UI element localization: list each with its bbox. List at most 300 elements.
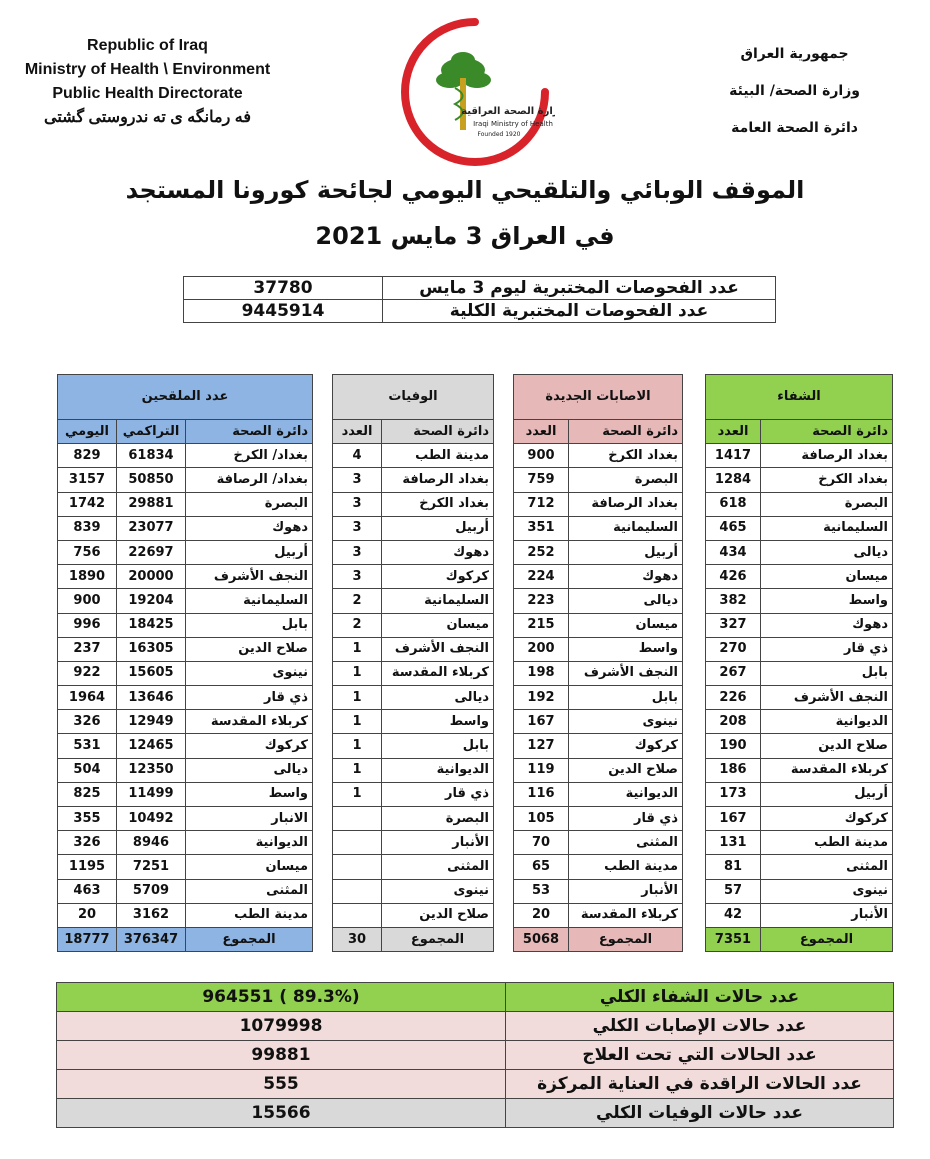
deaths-title: الوفيات [333, 375, 494, 420]
directorate-cell: ديالى [569, 589, 683, 613]
table-row [58, 565, 313, 589]
table-row [514, 831, 683, 855]
directorate-cell: السليمانية [186, 589, 313, 613]
cumulative-cell: 23077 [117, 516, 186, 540]
cumulative-cell: 61834 [117, 444, 186, 468]
table-row [706, 444, 893, 468]
count-cell: 226 [706, 686, 761, 710]
table-row [58, 637, 313, 661]
table-row [58, 831, 313, 855]
directorate-cell: كركوك [761, 807, 893, 831]
directorate-cell: بابل [382, 734, 494, 758]
directorate-cell: مدينة الطب [382, 444, 494, 468]
daily-cell: 1890 [58, 565, 117, 589]
table-row [333, 468, 494, 492]
page-subtitle: في العراق 3 مايس 2021 [315, 222, 615, 250]
table-row [706, 831, 893, 855]
directorate-cell: كربلاء المقدسة [761, 758, 893, 782]
table-row [58, 468, 313, 492]
daily-cell: 839 [58, 516, 117, 540]
directorate-cell: أربيل [569, 540, 683, 564]
table-row [706, 565, 893, 589]
directorate-cell: المثنى [186, 879, 313, 903]
daily-cell: 900 [58, 589, 117, 613]
header-english [10, 34, 285, 130]
count-cell: 900 [514, 444, 569, 468]
directorate-cell: نينوى [761, 879, 893, 903]
count-cell: 57 [706, 879, 761, 903]
count-cell: 3 [333, 492, 382, 516]
daily-cell: 829 [58, 444, 117, 468]
count-cell: 426 [706, 565, 761, 589]
table-row [706, 758, 893, 782]
count-cell: 42 [706, 903, 761, 927]
page-title: الموقف الوبائي والتلقيحي اليومي لجائحة كورونا المستجد [125, 176, 805, 204]
directorate-cell: كربلاء المقدسة [569, 903, 683, 927]
count-cell: 4 [333, 444, 382, 468]
daily-cell: 3157 [58, 468, 117, 492]
total-label: المجموع [569, 927, 683, 951]
summary-value: 964551 ( 89.3%) [57, 983, 506, 1012]
table-row [333, 710, 494, 734]
col-cumulative: التراكمي [117, 420, 186, 444]
directorate-cell: السليمانية [382, 589, 494, 613]
directorate-cell: الديوانية [186, 831, 313, 855]
cases-total: 5068 [514, 927, 569, 951]
cumulative-cell: 12465 [117, 734, 186, 758]
summary-value: 555 [57, 1070, 506, 1099]
count-cell [333, 903, 382, 927]
count-cell: 65 [514, 855, 569, 879]
directorate-cell: البصرة [761, 492, 893, 516]
table-row [58, 492, 313, 516]
table-row [333, 516, 494, 540]
count-cell: 1 [333, 710, 382, 734]
table-row [333, 540, 494, 564]
daily-cell: 504 [58, 758, 117, 782]
table-row [58, 516, 313, 540]
table-row [58, 879, 313, 903]
directorate-cell: ديالى [761, 540, 893, 564]
directorate-cell: كربلاء المقدسة [382, 661, 494, 685]
directorate-cell: البصرة [569, 468, 683, 492]
table-row [58, 734, 313, 758]
count-cell: 267 [706, 661, 761, 685]
daily-tests-label: عدد الفحوصات المختبرية ليوم 3 مايس [383, 277, 776, 300]
count-cell: 270 [706, 637, 761, 661]
count-cell: 105 [514, 807, 569, 831]
count-cell: 173 [706, 782, 761, 806]
logo-english-text: Iraqi Ministry of Health [473, 120, 553, 128]
recovery-table [705, 374, 893, 952]
directorate-cell: ذي قار [569, 807, 683, 831]
directorate-cell: أربيل [761, 782, 893, 806]
cumulative-cell: 5709 [117, 879, 186, 903]
deaths-total: 30 [333, 927, 382, 951]
vaccinated-total-cum: 376347 [117, 927, 186, 951]
directorate-cell: واسط [761, 589, 893, 613]
table-row [514, 444, 683, 468]
directorate-cell: نينوى [382, 879, 494, 903]
table-row [514, 613, 683, 637]
table-row [706, 540, 893, 564]
count-cell: 1 [333, 734, 382, 758]
cases-title: الاصابات الجديدة [514, 375, 683, 420]
count-cell: 198 [514, 661, 569, 685]
table-row [706, 855, 893, 879]
cumulative-cell: 16305 [117, 637, 186, 661]
new-cases-table [513, 374, 683, 952]
directorate-cell: أربيل [382, 516, 494, 540]
directorate-cell: واسط [569, 637, 683, 661]
cumulative-cell: 19204 [117, 589, 186, 613]
table-row [333, 589, 494, 613]
table-row [514, 782, 683, 806]
count-cell [333, 807, 382, 831]
table-row [514, 540, 683, 564]
table-row [333, 492, 494, 516]
directorate-cell: النجف الأشرف [569, 661, 683, 685]
count-cell: 190 [706, 734, 761, 758]
directorate-cell: الانبار [186, 807, 313, 831]
cumulative-cell: 10492 [117, 807, 186, 831]
table-row [333, 807, 494, 831]
count-cell: 1 [333, 686, 382, 710]
count-cell: 1 [333, 661, 382, 685]
directorate-cell: بابل [186, 613, 313, 637]
count-cell: 351 [514, 516, 569, 540]
count-cell [333, 831, 382, 855]
count-cell: 3 [333, 516, 382, 540]
table-row [58, 589, 313, 613]
daily-cell: 1742 [58, 492, 117, 516]
table-row [58, 903, 313, 927]
daily-cell: 463 [58, 879, 117, 903]
daily-cell: 922 [58, 661, 117, 685]
count-cell [333, 879, 382, 903]
table-row [706, 782, 893, 806]
cumulative-cell: 12949 [117, 710, 186, 734]
directorate-cell: أربيل [186, 540, 313, 564]
header-kurdish-line: فه رمانگه ى ته ندروستى گشتى [44, 109, 251, 126]
directorate-cell: السليمانية [761, 516, 893, 540]
count-cell: 327 [706, 613, 761, 637]
header-en-line: Ministry of Health \ Environment [24, 61, 271, 78]
tests-table [183, 276, 776, 323]
daily-cell: 756 [58, 540, 117, 564]
table-row [706, 637, 893, 661]
count-cell: 1417 [706, 444, 761, 468]
ministry-logo [395, 18, 555, 166]
directorate-cell: بغداد الرصافة [569, 492, 683, 516]
directorate-cell: البصرة [186, 492, 313, 516]
cumulative-cell: 8946 [117, 831, 186, 855]
cumulative-cell: 29881 [117, 492, 186, 516]
directorate-cell: صلاح الدين [382, 903, 494, 927]
table-row [514, 686, 683, 710]
count-cell: 2 [333, 613, 382, 637]
count-cell: 3 [333, 468, 382, 492]
logo-arabic-text: وزارة الصحة العراقية [461, 106, 555, 117]
table-row [706, 710, 893, 734]
table-row [706, 468, 893, 492]
directorate-cell: المثنى [382, 855, 494, 879]
table-row [514, 661, 683, 685]
count-cell: 3 [333, 540, 382, 564]
vaccinated-total-daily: 18777 [58, 927, 117, 951]
table-row [58, 758, 313, 782]
col-directorate: دائرة الصحة [382, 420, 494, 444]
table-row [514, 516, 683, 540]
directorate-cell: ميسان [186, 855, 313, 879]
table-row [514, 879, 683, 903]
count-cell: 618 [706, 492, 761, 516]
recovery-total: 7351 [706, 927, 761, 951]
directorate-cell: ميسان [761, 565, 893, 589]
table-row [333, 444, 494, 468]
directorate-cell: مدينة الطب [569, 855, 683, 879]
directorate-cell: ذي قار [382, 782, 494, 806]
count-cell: 382 [706, 589, 761, 613]
count-cell: 465 [706, 516, 761, 540]
directorate-cell: ذي قار [761, 637, 893, 661]
summary-row [57, 1070, 894, 1099]
table-row [58, 540, 313, 564]
directorate-cell: ميسان [569, 613, 683, 637]
table-row [514, 565, 683, 589]
count-cell: 759 [514, 468, 569, 492]
count-cell: 119 [514, 758, 569, 782]
table-row [333, 903, 494, 927]
count-cell: 53 [514, 879, 569, 903]
directorate-cell: المثنى [569, 831, 683, 855]
directorate-cell: السليمانية [569, 516, 683, 540]
count-cell: 167 [514, 710, 569, 734]
directorate-cell: البصرة [382, 807, 494, 831]
table-row [333, 661, 494, 685]
table-row [514, 468, 683, 492]
summary-value: 15566 [57, 1099, 506, 1128]
table-row [706, 613, 893, 637]
daily-cell: 1195 [58, 855, 117, 879]
table-row [706, 686, 893, 710]
count-cell: 2 [333, 589, 382, 613]
logo-founded-text: Founded 1920 [477, 131, 521, 138]
col-count: العدد [706, 420, 761, 444]
directorate-cell: نينوى [569, 710, 683, 734]
table-row [514, 492, 683, 516]
summary-row [57, 983, 894, 1012]
directorate-cell: مدينة الطب [186, 903, 313, 927]
table-row [58, 444, 313, 468]
header-ar-line: دائرة الصحة العامة [731, 120, 858, 136]
table-row [514, 807, 683, 831]
directorate-cell: كركوك [382, 565, 494, 589]
header-arabic [729, 36, 860, 147]
count-cell: 434 [706, 540, 761, 564]
summary-label: عدد حالات الوفيات الكلي [506, 1099, 894, 1128]
table-row [58, 686, 313, 710]
table-row [706, 807, 893, 831]
header-en-line: Republic of Iraq [87, 37, 208, 54]
summary-value: 99881 [57, 1041, 506, 1070]
directorate-cell: نينوى [186, 661, 313, 685]
deaths-table [332, 374, 494, 952]
count-cell: 200 [514, 637, 569, 661]
table-row [58, 855, 313, 879]
count-cell: 215 [514, 613, 569, 637]
directorate-cell: بابل [569, 686, 683, 710]
cumulative-cell: 18425 [117, 613, 186, 637]
count-cell: 127 [514, 734, 569, 758]
summary-value: 1079998 [57, 1012, 506, 1041]
table-row [58, 710, 313, 734]
count-cell: 1284 [706, 468, 761, 492]
directorate-cell: دهوك [569, 565, 683, 589]
count-cell: 712 [514, 492, 569, 516]
col-directorate: دائرة الصحة [186, 420, 313, 444]
count-cell: 116 [514, 782, 569, 806]
directorate-cell: واسط [186, 782, 313, 806]
table-row [514, 710, 683, 734]
table-row [706, 492, 893, 516]
directorate-cell: واسط [382, 710, 494, 734]
directorate-cell: ميسان [382, 613, 494, 637]
directorate-cell: الأنبار [569, 879, 683, 903]
directorate-cell: الديوانية [382, 758, 494, 782]
count-cell: 81 [706, 855, 761, 879]
recovery-title: الشفاء [706, 375, 893, 420]
count-cell: 167 [706, 807, 761, 831]
directorate-cell: الأنبار [761, 903, 893, 927]
directorate-cell: ديالى [186, 758, 313, 782]
daily-cell: 326 [58, 831, 117, 855]
directorate-cell: دهوك [382, 540, 494, 564]
summary-label: عدد الحالات الراقدة في العناية المركزة [506, 1070, 894, 1099]
table-row [514, 903, 683, 927]
summary-table [56, 982, 894, 1128]
header-en-line: Public Health Directorate [52, 85, 243, 102]
daily-cell: 237 [58, 637, 117, 661]
count-cell: 192 [514, 686, 569, 710]
summary-row [57, 1012, 894, 1041]
directorate-cell: كركوك [186, 734, 313, 758]
table-row [706, 661, 893, 685]
directorate-cell: الديوانية [761, 710, 893, 734]
table-row [514, 758, 683, 782]
count-cell [333, 855, 382, 879]
count-cell: 1 [333, 758, 382, 782]
count-cell: 131 [706, 831, 761, 855]
daily-cell: 1964 [58, 686, 117, 710]
table-row [514, 589, 683, 613]
table-row [333, 637, 494, 661]
col-daily: اليومي [58, 420, 117, 444]
summary-label: عدد الحالات التي تحت العلاج [506, 1041, 894, 1070]
table-row [58, 782, 313, 806]
table-row [333, 565, 494, 589]
count-cell: 252 [514, 540, 569, 564]
vaccinated-table [57, 374, 313, 952]
col-count: العدد [514, 420, 569, 444]
table-row [333, 758, 494, 782]
table-row [58, 613, 313, 637]
col-directorate: دائرة الصحة [569, 420, 683, 444]
count-cell: 70 [514, 831, 569, 855]
directorate-cell: بغداد الرصافة [382, 468, 494, 492]
table-row [706, 516, 893, 540]
table-row [333, 613, 494, 637]
count-cell: 20 [514, 903, 569, 927]
daily-cell: 20 [58, 903, 117, 927]
total-label: المجموع [382, 927, 494, 951]
directorate-cell: صلاح الدين [569, 758, 683, 782]
directorate-cell: ديالى [382, 686, 494, 710]
directorate-cell: دهوك [761, 613, 893, 637]
directorate-cell: صلاح الدين [761, 734, 893, 758]
count-cell: 223 [514, 589, 569, 613]
directorate-cell: كربلاء المقدسة [186, 710, 313, 734]
total-label: المجموع [186, 927, 313, 951]
table-row [333, 831, 494, 855]
cumulative-cell: 22697 [117, 540, 186, 564]
table-row [333, 734, 494, 758]
directorate-cell: الديوانية [569, 782, 683, 806]
summary-label: عدد حالات الشفاء الكلي [506, 983, 894, 1012]
directorate-cell: بغداد الكرخ [382, 492, 494, 516]
cumulative-cell: 7251 [117, 855, 186, 879]
directorate-cell: ذي قار [186, 686, 313, 710]
cumulative-cell: 50850 [117, 468, 186, 492]
daily-tests-value: 37780 [184, 277, 383, 300]
count-cell: 208 [706, 710, 761, 734]
table-row [333, 879, 494, 903]
directorate-cell: النجف الأشرف [382, 637, 494, 661]
count-cell: 3 [333, 565, 382, 589]
daily-cell: 825 [58, 782, 117, 806]
directorate-cell: بغداد الكرخ [569, 444, 683, 468]
summary-row [57, 1099, 894, 1128]
table-row [706, 589, 893, 613]
directorate-cell: المثنى [761, 855, 893, 879]
directorate-cell: بابل [761, 661, 893, 685]
directorate-cell: دهوك [186, 516, 313, 540]
summary-row [57, 1041, 894, 1070]
daily-cell: 531 [58, 734, 117, 758]
col-directorate: دائرة الصحة [761, 420, 893, 444]
count-cell: 1 [333, 782, 382, 806]
total-label: المجموع [761, 927, 893, 951]
cumulative-cell: 15605 [117, 661, 186, 685]
directorate-cell: صلاح الدين [186, 637, 313, 661]
table-row [333, 686, 494, 710]
summary-label: عدد حالات الإصابات الكلي [506, 1012, 894, 1041]
directorate-cell: النجف الأشرف [761, 686, 893, 710]
header-ar-line: وزارة الصحة/ البيئة [729, 83, 860, 99]
directorate-cell: مدينة الطب [761, 831, 893, 855]
col-count: العدد [333, 420, 382, 444]
directorate-cell: بغداد الكرخ [761, 468, 893, 492]
table-row [706, 734, 893, 758]
cumulative-cell: 3162 [117, 903, 186, 927]
count-cell: 186 [706, 758, 761, 782]
directorate-cell: كركوك [569, 734, 683, 758]
daily-cell: 355 [58, 807, 117, 831]
daily-cell: 996 [58, 613, 117, 637]
table-row [706, 903, 893, 927]
table-row [333, 855, 494, 879]
total-tests-value: 9445914 [184, 300, 383, 323]
